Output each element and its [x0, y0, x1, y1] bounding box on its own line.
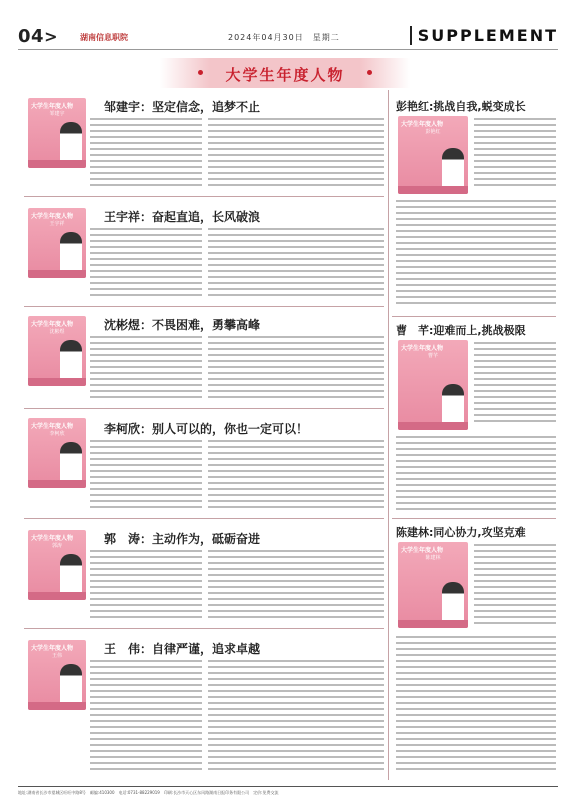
portrait-photo [442, 582, 464, 620]
banner-dot-right [367, 70, 372, 75]
article-body-text [208, 228, 384, 304]
article-headline: 彭艳红:挑战自我,蜕变成长 [396, 100, 526, 113]
card-footer [28, 480, 86, 488]
article-body-text [208, 440, 384, 516]
article-body-text [208, 118, 384, 194]
article-headline: 王宇祥：奋起直追，长风破浪 [104, 210, 261, 224]
card-title: 大学生年度人物 [31, 645, 74, 652]
article-body-text [90, 336, 202, 406]
banner-title: 大学生年度人物 [225, 66, 345, 84]
portrait-photo [442, 384, 464, 422]
card-name: 曹芊 [427, 353, 438, 359]
card-footer [28, 702, 86, 710]
article-body-text [90, 440, 202, 516]
portrait-photo [60, 340, 82, 378]
portrait-card [28, 98, 86, 168]
portrait-photo [442, 148, 464, 186]
issue-date: 2024年04月30日 星期二 [228, 33, 340, 42]
card-name: 沈彬煜 [49, 329, 65, 335]
article-headline: 李柯欣：别人可以的，你也一定可以！ [104, 422, 309, 436]
portrait-photo [60, 664, 82, 702]
portrait-photo [60, 122, 82, 160]
card-footer [28, 270, 86, 278]
portrait-card [28, 418, 86, 488]
article-body-text [396, 636, 556, 780]
article-body-text [474, 544, 556, 630]
portrait-photo [60, 232, 82, 270]
card-footer [28, 378, 86, 386]
page-header [18, 24, 558, 50]
portrait-photo [60, 554, 82, 592]
card-name: 郭涛 [51, 543, 62, 549]
portrait-card [28, 640, 86, 710]
article-body-text [474, 342, 556, 430]
card-title: 大学生年度人物 [31, 213, 74, 220]
column-divider [388, 90, 389, 780]
card-name: 邹建宇 [49, 111, 65, 117]
supplement-label: SUPPLEMENT [410, 26, 558, 45]
portrait-card [28, 316, 86, 386]
portrait-card [28, 530, 86, 600]
section-banner [160, 58, 410, 88]
page-footer: 地址:湖南省长沙市望城区旺旺中路8号 邮编:410300 电话:0731-88229019 印刷:长沙市天心区东风路湖南日报印务有限公司 定价:免费交流 [18, 790, 279, 795]
card-title: 大学生年度人物 [401, 547, 444, 554]
article-headline: 沈彬煜：不畏困难，勇攀高峰 [104, 318, 261, 332]
article-headline: 郭 涛：主动作为，砥砺奋进 [104, 532, 261, 546]
article-body-text [90, 660, 202, 780]
article-body-text [90, 118, 202, 194]
card-title: 大学生年度人物 [31, 103, 74, 110]
article-body-text [90, 550, 202, 626]
card-title: 大学生年度人物 [401, 345, 444, 352]
card-title: 大学生年度人物 [31, 321, 74, 328]
row-divider [24, 518, 384, 519]
card-name: 彭艳红 [425, 129, 441, 135]
portrait-photo [60, 442, 82, 480]
card-footer [398, 186, 468, 194]
card-name: 李柯欣 [49, 431, 65, 437]
newspaper-name: 湖南信息职院 [80, 33, 128, 42]
article-body-text [396, 200, 556, 312]
row-divider [392, 316, 556, 317]
card-title: 大学生年度人物 [31, 423, 74, 430]
article-body-text [208, 660, 384, 780]
card-title: 大学生年度人物 [31, 535, 74, 542]
portrait-card [28, 208, 86, 278]
portrait-card [398, 542, 468, 628]
article-headline: 陈建林:同心协力,攻坚克难 [396, 526, 526, 539]
card-name: 王伟 [51, 653, 62, 659]
article-body-text [90, 228, 202, 304]
row-divider [24, 408, 384, 409]
row-divider [24, 306, 384, 307]
article-body-text [474, 118, 556, 194]
card-footer [398, 422, 468, 430]
row-divider [24, 196, 384, 197]
header-divider [18, 49, 558, 50]
card-name: 王宇祥 [49, 221, 65, 227]
portrait-card [398, 340, 468, 430]
article-headline: 曹 芊:迎难而上,挑战极限 [396, 324, 526, 337]
page-number: 04> [18, 26, 58, 47]
portrait-card [398, 116, 468, 194]
article-body-text [208, 550, 384, 626]
card-footer [28, 160, 86, 168]
card-title: 大学生年度人物 [401, 121, 444, 128]
footer-divider [18, 786, 558, 787]
article-body-text [208, 336, 384, 406]
article-headline: 邹建宇：坚定信念，追梦不止 [104, 100, 261, 114]
article-body-text [396, 436, 556, 514]
row-divider [24, 628, 384, 629]
row-divider [392, 518, 556, 519]
article-headline: 王 伟：自律严谨，追求卓越 [104, 642, 261, 656]
card-footer [398, 620, 468, 628]
card-name: 陈建林 [425, 555, 441, 561]
card-footer [28, 592, 86, 600]
